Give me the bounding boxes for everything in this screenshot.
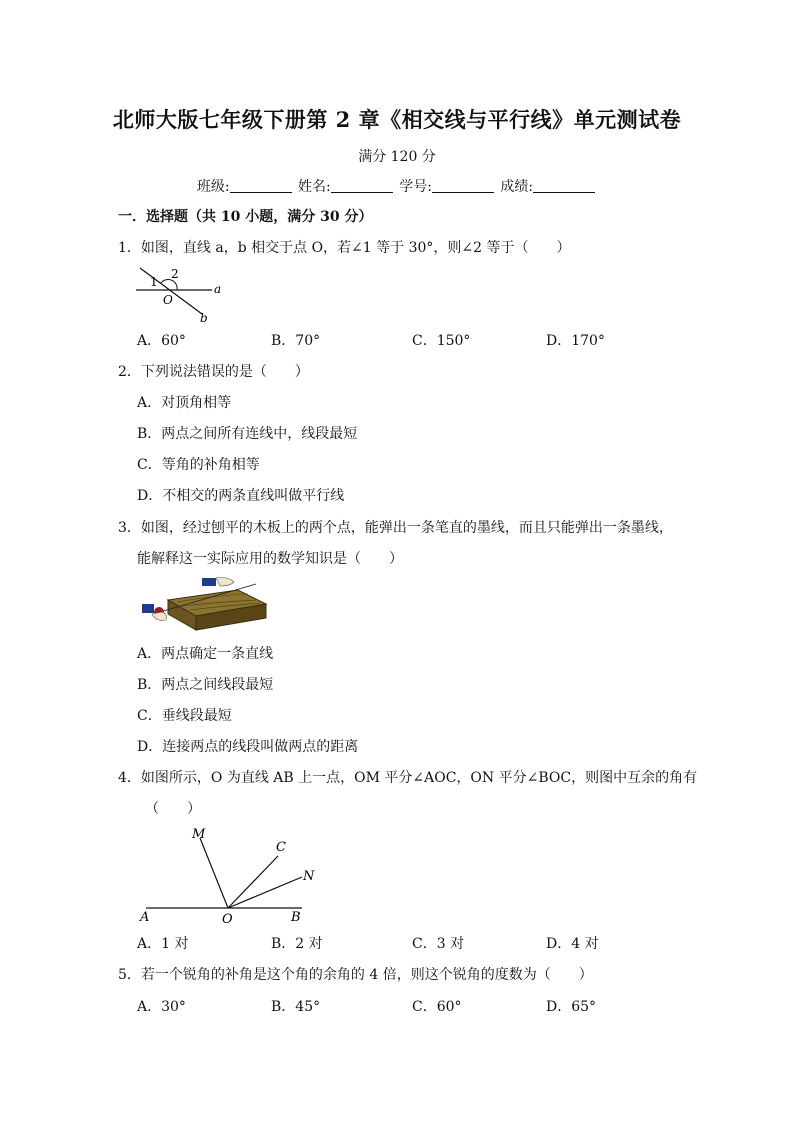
angle-2-label: 2 — [171, 267, 179, 281]
point-m-label: M — [192, 827, 206, 842]
q4-option-d[interactable]: D．4 对 — [546, 936, 599, 952]
left-hand-icon — [152, 612, 167, 620]
point-c-label: C — [276, 840, 286, 855]
student-info-line — [0, 176, 794, 196]
left-sleeve — [142, 604, 154, 613]
line-b-label: b — [200, 311, 208, 325]
class-blank[interactable] — [230, 178, 292, 193]
q2-option-d[interactable]: D．不相交的两条直线叫做平行线 — [137, 488, 345, 504]
q1-option-d[interactable]: D．170° — [546, 333, 605, 349]
q4-option-c[interactable]: C．3 对 — [412, 936, 465, 952]
q1-option-c[interactable]: C．150° — [412, 333, 471, 349]
right-sleeve — [202, 578, 216, 586]
ray-oc — [228, 856, 278, 908]
q3-option-b[interactable]: B．两点之间线段最短 — [137, 677, 274, 693]
q4-option-b[interactable]: B．2 对 — [271, 936, 323, 952]
question-4-figure — [136, 822, 316, 932]
q2-option-a[interactable]: A．对顶角相等 — [137, 395, 232, 411]
q2-option-c[interactable]: C．等角的补角相等 — [137, 457, 260, 473]
full-score: 满分 120 分 — [358, 149, 436, 165]
score-label: 成绩: — [500, 179, 534, 195]
line-a-label: a — [214, 282, 222, 296]
q5-option-d[interactable]: D．65° — [546, 999, 597, 1015]
q3-option-d[interactable]: D．连接两点的线段叫做两点的距离 — [137, 739, 359, 755]
point-o-label: O — [222, 912, 233, 927]
question-3-stem-cont: 能解释这一实际应用的数学知识是（ ） — [137, 551, 403, 567]
class-label: 班级: — [196, 179, 230, 195]
page-title: 北师大版七年级下册第 2 章《相交线与平行线》单元测试卷 — [112, 107, 682, 132]
name-blank[interactable] — [331, 178, 393, 193]
point-b-label: B — [291, 910, 301, 925]
angle-1-label: 1 — [150, 275, 158, 289]
q5-option-c[interactable]: C．60° — [412, 999, 462, 1015]
question-2-stem: 2．下列说法错误的是（ ） — [118, 364, 309, 380]
question-3-stem: 3．如图，经过刨平的木板上的两个点，能弹出一条笔直的墨线，而且只能弹出一条墨线， — [118, 520, 673, 536]
q1-option-b[interactable]: B．70° — [271, 333, 321, 349]
right-hand-icon — [216, 578, 234, 587]
section-heading: 一．选择题（共 10 小题，满分 30 分） — [118, 209, 373, 225]
point-o-label: O — [163, 293, 173, 307]
question-3-figure — [138, 574, 278, 638]
point-a-label: A — [140, 910, 150, 925]
q4-option-a[interactable]: A．1 对 — [137, 936, 189, 952]
name-label: 姓名: — [298, 179, 331, 195]
score-blank[interactable] — [533, 178, 595, 193]
ray-on — [228, 877, 302, 908]
q1-option-a[interactable]: A．60° — [137, 333, 186, 349]
ray-om — [200, 838, 228, 908]
question-1-stem: 1．如图，直线 a，b 相交于点 O，若∠1 等于 30°，则∠2 等于（ ） — [118, 240, 571, 256]
question-5-stem: 5．若一个锐角的补角是这个角的余角的 4 倍，则这个锐角的度数为（ ） — [118, 967, 593, 983]
q5-option-b[interactable]: B．45° — [271, 999, 321, 1015]
question-4-stem: 4．如图所示，O 为直线 AB 上一点，OM 平分∠AOC，ON 平分∠BOC，则图中互余的角有 — [118, 770, 698, 786]
q3-option-c[interactable]: C．垂线段最短 — [137, 708, 232, 724]
student-id-blank[interactable] — [432, 178, 494, 193]
q2-option-b[interactable]: B．两点之间所有连线中，线段最短 — [137, 426, 358, 442]
point-n-label: N — [303, 869, 315, 884]
student-id-label: 学号: — [399, 179, 432, 195]
q3-option-a[interactable]: A．两点确定一条直线 — [137, 646, 274, 662]
question-1-figure — [130, 262, 240, 326]
question-4-stem-cont: （ ） — [145, 801, 201, 817]
q5-option-a[interactable]: A．30° — [137, 999, 186, 1015]
